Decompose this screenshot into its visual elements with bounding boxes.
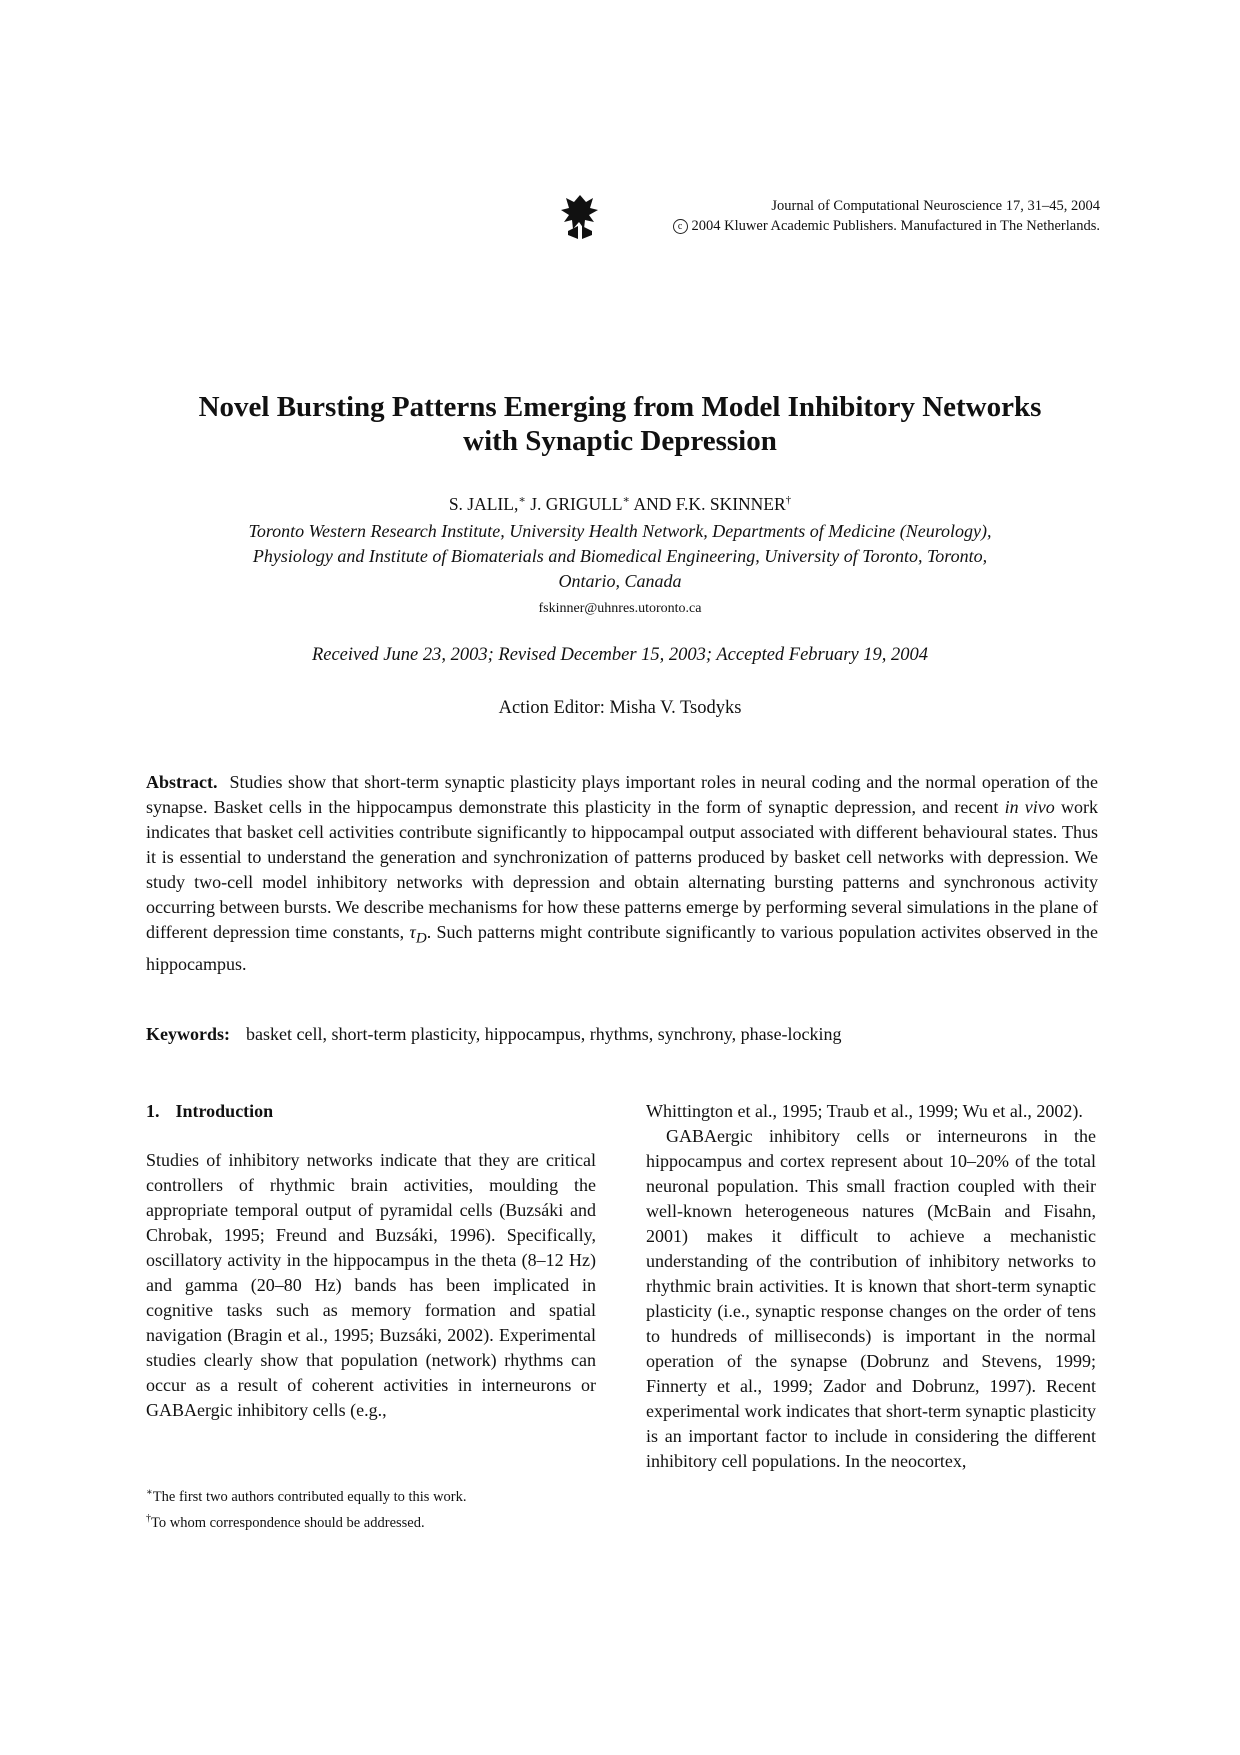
abstract-text: work indicates that basket cell activities contribute significantly to hippocampal output associated with different behavioural states. Thus it is essential to understand the generation and synchronization of patterns produced by basket cell networks with depression. We study two-cell model inhibitory networks with depression and obtain alternating bursting patterns and synchronous activity occurring between bursts. We describe mechanisms for how these patterns emerge by performing several simulations in the plane of different depression time constants, xyxy=(146,797,1098,942)
affiliation xyxy=(0,519,1240,594)
abstract-text: Studies show that short-term synaptic plasticity plays important roles in neural coding and the normal operation of the synapse. Basket cells in the hippocampus demonstrate this plasticity in the form of synaptic depression, and recent xyxy=(146,772,1098,817)
section-heading xyxy=(146,1099,596,1124)
section-number: 1. xyxy=(146,1101,160,1121)
affiliation-line: Ontario, Canada xyxy=(558,571,682,591)
abstract xyxy=(146,770,1098,977)
author-mark: ∗ xyxy=(622,494,631,506)
title-line-1: Novel Bursting Patterns Emerging from Model Inhibitory Networks xyxy=(198,391,1042,423)
keywords-text: basket cell, short-term plasticity, hippocampus, rhythms, synchrony, phase-locking xyxy=(246,1024,842,1044)
footnote xyxy=(146,1508,596,1534)
journal-header xyxy=(560,193,1100,243)
author-mark: ∗ xyxy=(518,494,526,506)
left-column xyxy=(146,1099,596,1423)
abstract-italic: in vivo xyxy=(1004,797,1055,817)
intro-paragraph: GABAergic inhibitory cells or interneurons in the hippocampus and cortex represent about 10–20% of the total neuronal population. This small fraction coupled with their well-known heterogeneous natures (McBain and Fisahn, 2001) makes it difficult to achieve a mechanistic understanding of the contribution of inhibitory networks to rhythmic brain activities. It is known that short-term synaptic plasticity (i.e., synaptic response changes on the order of tens to hundreds of milliseconds) is important in the normal operation of the synapse (Dobrunz and Stevens, 1999; Finnerty et al., 1999; Zador and Dobrunz, 1997). Recent experimental work indicates that short-term synaptic plasticity is an important factor to include in considering the different inhibitory cell populations. In the neocortex, xyxy=(646,1126,1096,1471)
footnotes xyxy=(146,1482,596,1534)
abstract-text: . Such patterns might contribute significantly to various population activites observed in the hippocampus. xyxy=(146,922,1099,974)
copyright-text: 2004 Kluwer Academic Publishers. Manufactured in The Netherlands. xyxy=(691,218,1100,234)
footnote-mark: † xyxy=(146,1512,151,1524)
keywords-label: Keywords: xyxy=(146,1024,230,1044)
publisher-logo-icon xyxy=(560,193,600,241)
affiliation-line: Toronto Western Research Institute, University Health Network, Departments of Medicine (Neurology), xyxy=(248,521,992,541)
intro-paragraph: Studies of inhibitory networks indicate that they are critical controllers of rhythmic brain activities, moulding the appropriate temporal output of pyramidal cells (Buzsáki and Chrobak, 1995; Freund and Buzsáki, 1996). Specifically, oscillatory activity in the hippocampus in the theta (8–12 Hz) and gamma (20–80 Hz) bands has been implicated in cognitive tasks such as memory formation and spatial navigation (Bragin et al., 1995; Buzsáki, 2002). Experimental studies clearly show that population (network) rhythms can occur as a result of coherent activities in interneurons or GABAergic inhibitory cells (e.g., xyxy=(146,1150,596,1420)
affiliation-line: Physiology and Institute of Biomaterials and Biomedical Engineering, University of Toronto, Toronto, xyxy=(252,546,988,566)
copyright-line xyxy=(673,216,1100,236)
author-grigull: J. GRIGULL xyxy=(525,493,623,514)
copyright-symbol: c xyxy=(673,219,688,234)
intro-continuation: Whittington et al., 1995; Traub et al., 1999; Wu et al., 2002). xyxy=(646,1101,1083,1121)
paper-title xyxy=(0,390,1240,458)
title-line-2: with Synaptic Depression xyxy=(463,425,777,457)
author-list xyxy=(0,493,1240,515)
journal-citation: Journal of Computational Neuroscience 17, 31–45, 2004 xyxy=(771,198,1100,214)
tau-subscript: D xyxy=(415,930,427,947)
footnote xyxy=(146,1482,596,1508)
section-title: Introduction xyxy=(175,1101,274,1121)
contact-email: fskinner@uhnres.utoronto.ca xyxy=(538,601,702,616)
author-jalil: S. JALIL, xyxy=(448,493,519,514)
author-mark: † xyxy=(785,494,792,506)
keywords xyxy=(146,1024,1098,1045)
action-editor: Action Editor: Misha V. Tsodyks xyxy=(498,698,742,718)
abstract-label: Abstract. xyxy=(146,772,218,792)
author-skinner: AND F.K. SKINNER xyxy=(630,493,786,514)
footnote-text: To whom correspondence should be addressed. xyxy=(151,1514,425,1531)
received-dates: Received June 23, 2003; Revised December 15, 2003; Accepted February 19, 2004 xyxy=(311,645,929,665)
footnote-text: The first two authors contributed equally to this work. xyxy=(152,1488,467,1505)
tau-symbol: τ xyxy=(409,922,416,942)
footnote-mark: ∗ xyxy=(146,1487,153,1498)
right-column xyxy=(646,1099,1096,1474)
